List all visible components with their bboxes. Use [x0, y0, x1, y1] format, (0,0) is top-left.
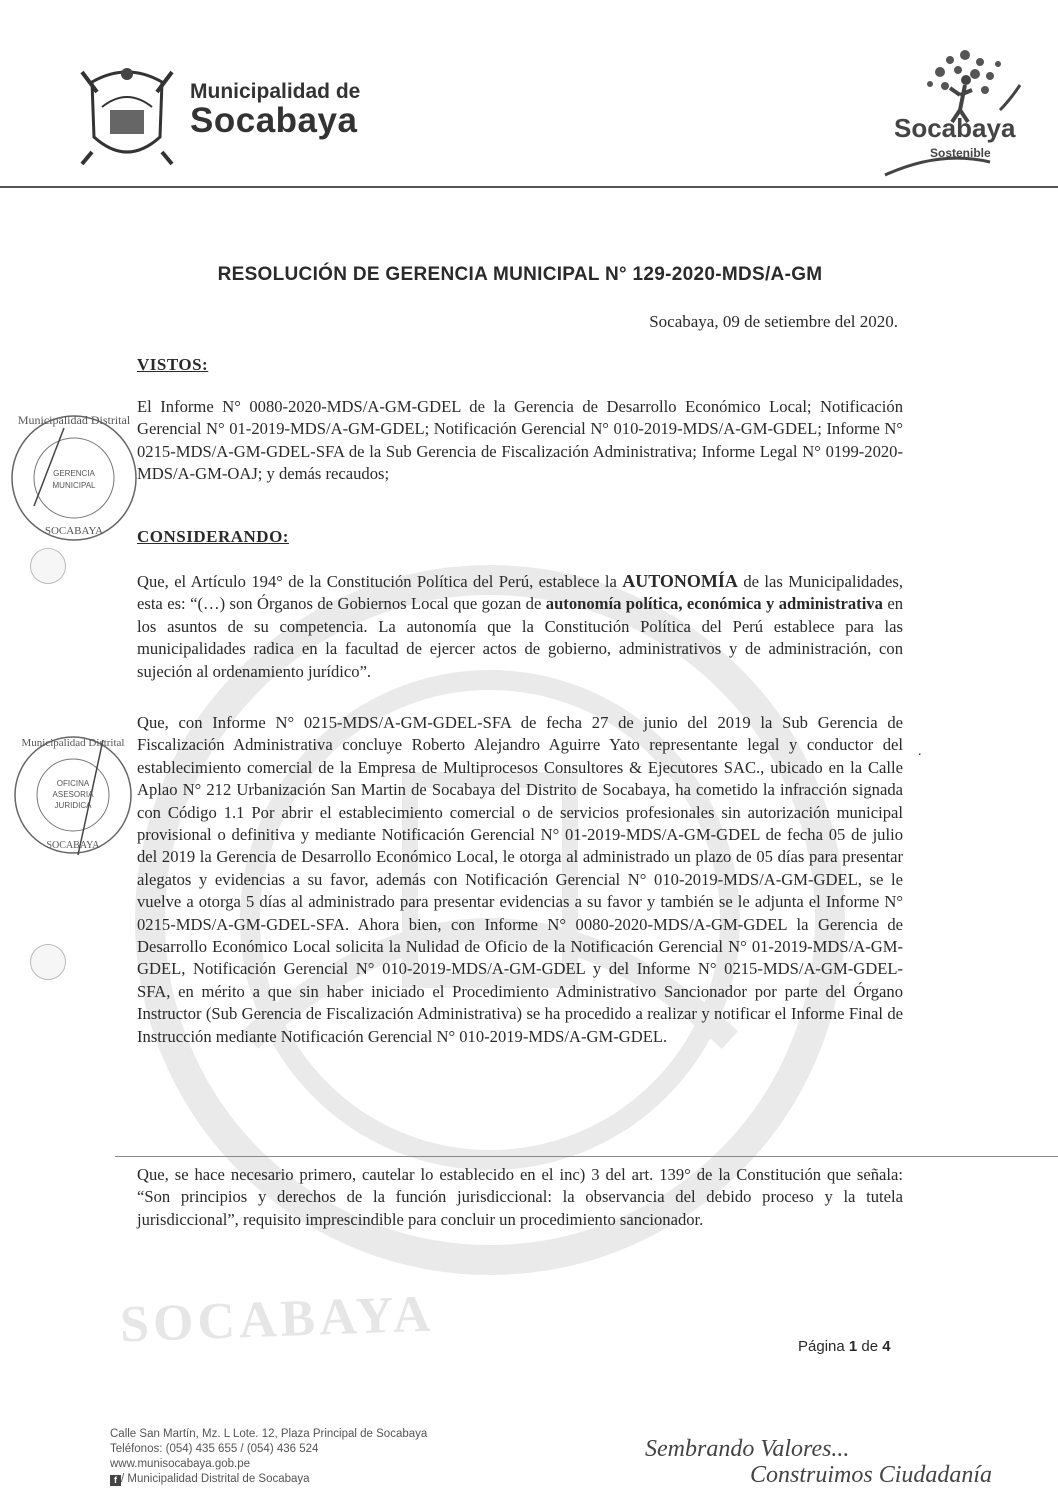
scan-fold-line [115, 1156, 1058, 1157]
municipal-coat-of-arms-logo [72, 52, 182, 172]
footer-address: Calle San Martín, Mz. L Lote. 12, Plaza Principal de Socabaya [110, 1428, 428, 1440]
svg-text:SOCABAYA: SOCABAYA [46, 840, 100, 851]
considerando-heading: CONSIDERANDO: [137, 527, 289, 546]
vistos-paragraph: El Informe N° 0080-2020-MDS/A-GM-GDEL de la Gerencia de Desarrollo Económico Local; Notificación Gerencial N° 01-2019-MDS/A-GM-GDEL; Notificación Gerencial N° 010-2019-MDS/A-GM-GDEL; Informe N° 0215-MDS/A-GM-GDEL-SFA de la Sub Gerencia de Fiscalización Administrativa; Informe Legal N° 0199-2020-MDS/A-GM-OAJ; y demás recaudos; [137, 397, 903, 484]
brand-subtitle: Sostenible [930, 146, 991, 160]
slogan-line2: Construimos Ciudadanía [750, 1462, 993, 1488]
svg-text:ASESORIA: ASESORIA [52, 790, 94, 799]
footer-facebook: f / Municipalidad Distrital de Socabaya [110, 1472, 427, 1487]
svg-text:JURIDICA: JURIDICA [54, 801, 92, 810]
svg-text:OFICINA: OFICINA [56, 779, 90, 788]
facebook-icon: f [110, 1475, 121, 1486]
punch-hole-bottom [30, 944, 66, 980]
watermark-text: SOCABAYA [119, 1285, 436, 1354]
slogan-line1: Sembrando Valores... [645, 1436, 850, 1462]
svg-text:SOCABAYA: SOCABAYA [44, 525, 104, 537]
margin-mark: . [918, 744, 922, 759]
document-title: RESOLUCIÓN DE GERENCIA MUNICIPAL N° 129-2020-MDS/A-GM [217, 264, 823, 285]
svg-text:Municipalidad Distrital: Municipalidad Distrital [21, 737, 125, 749]
page-number: Página 1 de 4 [798, 1338, 891, 1355]
municipality-name-line1: Municipalidad de [190, 80, 361, 103]
document-date: Socabaya, 09 de setiembre del 2020. [649, 312, 898, 331]
considerando-paragraph-3: Que, se hace necesario primero, cautelar lo establecido en el inc) 3 del art. 139° de la Constitución que señala: “Son principios y derechos de la función jurisdiccional: la observancia del debido proceso y la tutela jurisdiccional”, requisito imprescindible para concluir un procedimiento sancionador. [137, 1165, 903, 1229]
svg-text:MUNICIPAL: MUNICIPAL [52, 481, 96, 490]
footer-phones: Teléfonos: (054) 435 655 / (054) 436 524 [110, 1443, 319, 1455]
footer-contact [110, 1427, 427, 1487]
brand-name: Socabaya [894, 113, 1016, 143]
gerencia-municipal-stamp [4, 408, 144, 548]
footer-website: www.munisocabaya.gob.pe [110, 1458, 250, 1470]
considerando-paragraph-1: Que, el Artículo 194° de la Constitución Política del Perú, establece la AUTONOMÍA de las Municipalidades, esta es: “(…) son Órganos de Gobiernos Local que gozan de autonomía política, económica y administrativa en los asuntos de su competencia. La autonomía que la Constitución Política del Perú establece para las municipalidades radica en la facultad de ejercer actos de gobierno, administrativos y de administración, con sujeción al ordenamiento jurídico”. [137, 571, 903, 681]
considerando-paragraph-2: Que, con Informe N° 0215-MDS/A-GM-GDEL-SFA de fecha 27 de junio del 2019 la Sub Gerencia de Fiscalización Administrativa concluye Roberto Alejandro Aguirre Yato representante legal y conductor del establecimiento comercial de la Empresa de Multiprocesos Consultores & Ejecutores SAC., ubicado en la Calle Aplao N° 212 Urbanización San Martin de Socabaya del Distrito de Socabaya, ha cometido la infracción signada con Código 1.1 Por abrir el establecimiento comercial o de servicios profesionales sin autorización municipal provisional o definitiva y mediante Notificación Gerencial N° 01-2019-MDS/A-GM-GDEL de fecha 05 de julio del 2019 la Gerencia de Desarrollo Económico Local, le otorga al administrado un plazo de 05 días para presentar alegatos y evidencias a su favor, además con Notificación Gerencial N° 010-2019-MDS/A-GM-GDEL, se le vuelve a otorga 5 días al administrado para presentar evidencias a su favor y también se le adjunta el Informe N° 0215-MDS/A-GM-GDEL-SFA. Ahora bien, con Informe N° 0080-2020-MDS/A-GM-GDEL la Gerencia de Desarrollo Económico Local solicita la Nulidad de Oficio de la Notificación Gerencial N° 01-2019-MDS/A-GM-GDEL, Notificación Gerencial N° 010-2019-MDS/A-GM-GDEL y del Informe N° 0215-MDS/A-GM-GDEL-SFA, en mérito a que sin haber iniciado el Procedimiento Administrativo Sancionador por parte del Órgano Instructor (Sub Gerencia de Fiscalización Administrativa) se ha procedido a realizar y notificar el Informe Final de Instrucción mediante Notificación Gerencial N° 010-2019-MDS/A-GM-GDEL. [137, 713, 903, 1046]
asesoria-juridica-stamp [8, 730, 138, 860]
municipality-name-line2: Socabaya [190, 101, 358, 140]
svg-text:Municipalidad Distrital: Municipalidad Distrital [17, 413, 131, 427]
svg-text:GERENCIA: GERENCIA [53, 469, 95, 478]
header-divider [0, 186, 1058, 188]
vistos-heading: VISTOS: [137, 355, 209, 374]
punch-hole-top [30, 548, 66, 584]
